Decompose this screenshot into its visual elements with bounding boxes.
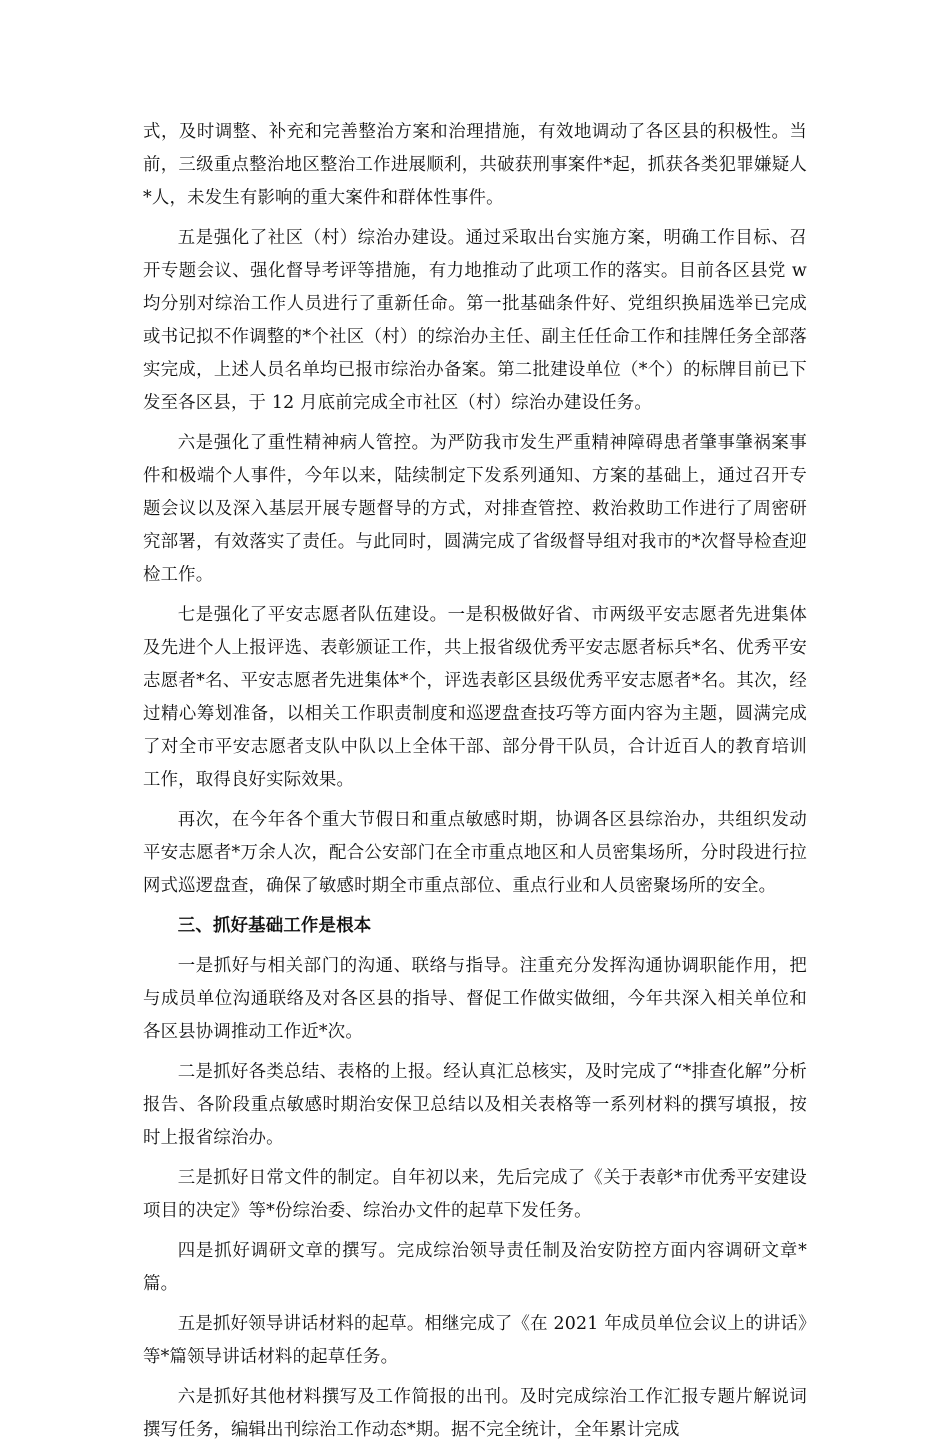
paragraph-community-office: 五是强化了社区（村）综治办建设。通过采取出台实施方案，明确工作目标、召开专题会议、强化督导考评等措施，有力地推动了此项工作的落实。目前各区县党 w 均分别对综治工作人员进行了重新任命。第一批基础条件好、党组织换届选举已完成或书记拟不作调整的*个社区（村）的综治办主任、副主任任命工作和挂牌任务全部落实完成，上述人员名单均已报市综治办备案。第二批建设单位（*个）的标牌目前已下发至各区县，于 12 月底前完成全市社区（村）综治办建设任务。 <box>143 228 807 413</box>
section-heading: 三、抓好基础工作是根本 <box>177 916 372 936</box>
paragraph-reports: 二是抓好各类总结、表格的上报。经认真汇总核实，及时完成了“*排查化解”分析报告、各阶段重点敏感时期治安保卫总结以及相关表格等一系列材料的撰写填报，按时上报省综治办。 <box>143 1062 807 1148</box>
paragraph-research-articles: 四是抓好调研文章的撰写。完成综治领导责任制及治安防控方面内容调研文章*篇。 <box>143 1241 807 1294</box>
paragraph-continuation: 式，及时调整、补充和完善整治方案和治理措施，有效地调动了各区县的积极性。当前，三级重点整治地区整治工作进展顺利，共破获刑事案件*起，抓获各类犯罪嫌疑人*人，未发生有影响的重大案件和群体性事件。 <box>143 122 807 208</box>
paragraph-other-materials: 六是抓好其他材料撰写及工作简报的出刊。及时完成综治工作汇报专题片解说词撰写任务，编辑出刊综治工作动态*期。据不完全统计，全年累计完成 <box>143 1387 807 1440</box>
paragraph-holiday-patrol: 再次，在今年各个重大节假日和重点敏感时期，协调各区县综治办，共组织发动平安志愿者*万余人次，配合公安部门在全市重点地区和人员密集场所，分时段进行拉网式巡逻盘查，确保了敏感时期全市重点部位、重点行业和人员密聚场所的安全。 <box>143 810 807 896</box>
paragraph-documents: 三是抓好日常文件的制定。自年初以来，先后完成了《关于表彰*市优秀平安建设项目的决定》等*份综治委、综治办文件的起草下发任务。 <box>143 1168 807 1221</box>
paragraph-communication: 一是抓好与相关部门的沟通、联络与指导。注重充分发挥沟通协调职能作用，把与成员单位沟通联络及对各区县的指导、督促工作做实做细，今年共深入相关单位和各区县协调推动工作近*次。 <box>143 956 807 1042</box>
paragraph-mental-patient-control: 六是强化了重性精神病人管控。为严防我市发生严重精神障碍患者肇事肇祸案事件和极端个人事件，今年以来，陆续制定下发系列通知、方案的基础上，通过召开专题会议以及深入基层开展专题督导的方式，对排查管控、救治救助工作进行了周密研究部署，有效落实了责任。与此同时，圆满完成了省级督导组对我市的*次督导检查迎检工作。 <box>143 433 807 585</box>
paragraph-volunteer-team: 七是强化了平安志愿者队伍建设。一是积极做好省、市两级平安志愿者先进集体及先进个人上报评选、表彰颁证工作，共上报省级优秀平安志愿者标兵*名、优秀平安志愿者*名、平安志愿者先进集体*个，评选表彰区县级优秀平安志愿者*名。其次，经过精心筹划准备，以相关工作职责制度和巡逻盘查技巧等方面内容为主题，圆满完成了对全市平安志愿者支队中队以上全体干部、部分骨干队员，合计近百人的教育培训工作，取得良好实际效果。 <box>143 605 807 790</box>
paragraph-leader-speeches: 五是抓好领导讲话材料的起草。相继完成了《在 2021 年成员单位会议上的讲话》等*篇领导讲话材料的起草任务。 <box>143 1314 807 1367</box>
document-page <box>143 116 807 1454</box>
